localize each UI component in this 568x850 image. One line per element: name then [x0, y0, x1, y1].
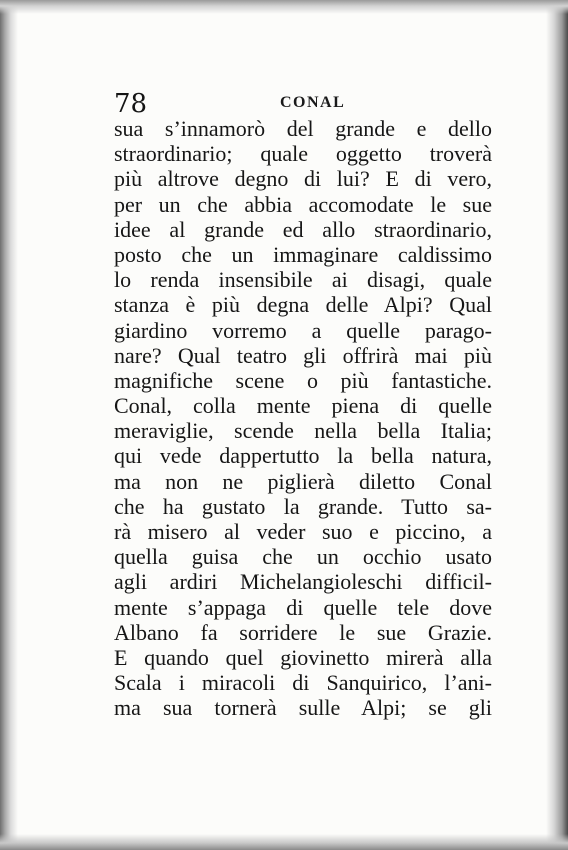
running-title: CONAL	[280, 94, 346, 111]
text-line: meraviglie, scende nella bella Italia;	[114, 418, 492, 444]
text-line: posto che un immaginare caldissimo	[114, 241, 492, 267]
text-line: rà misero al veder suo e piccino, a	[114, 519, 492, 544]
text-line: mente s’appaga di quelle tele dove	[114, 594, 492, 620]
text-line: più altrove degno di lui? E di vero,	[114, 166, 492, 192]
text-line: qui vede dappertutto la bella natura,	[114, 443, 492, 469]
text-line: lo renda insensibile ai disagi, quale	[114, 267, 492, 293]
text-line: che ha gustato la grande. Tutto sa-	[114, 493, 492, 519]
text-line: Albano fa sorridere le sue Grazie.	[114, 619, 492, 645]
page-edge-left	[0, 0, 18, 850]
text-line: ma non ne piglierà diletto Conal	[114, 468, 492, 494]
text-line: idee al grande ed allo straordinario,	[114, 216, 492, 242]
text-line: quella guisa che un occhio usato	[114, 544, 492, 570]
page-edge-bottom	[0, 834, 568, 850]
text-line: stanza è più degna delle Alpi? Qual	[114, 292, 492, 318]
body-text	[114, 116, 492, 721]
text-line: magnifiche scene o più fantastiche.	[114, 367, 492, 393]
page-edge-top	[0, 0, 568, 14]
page-edge-right	[546, 0, 568, 850]
text-line: per un che abbia accomodate le sue	[114, 191, 492, 217]
text-line: giardino vorremo a quelle parago-	[114, 317, 492, 343]
text-line: Conal, colla mente piena di quelle	[114, 393, 492, 419]
text-line: sua s’innamorò del grande e dello	[114, 116, 492, 141]
text-line: straordinario; quale oggetto troverà	[114, 141, 492, 167]
text-line: Scala i miracoli di Sanquirico, l’ani-	[114, 670, 492, 696]
text-line: nare? Qual teatro gli offrirà mai più	[114, 342, 492, 368]
text-line: agli ardiri Michelangioleschi difficil-	[114, 569, 492, 595]
page-number: 78	[114, 89, 148, 119]
text-line: E quando quel giovinetto mirerà alla	[114, 644, 492, 670]
text-line: ma sua tornerà sulle Alpi; se gli	[114, 695, 492, 721]
